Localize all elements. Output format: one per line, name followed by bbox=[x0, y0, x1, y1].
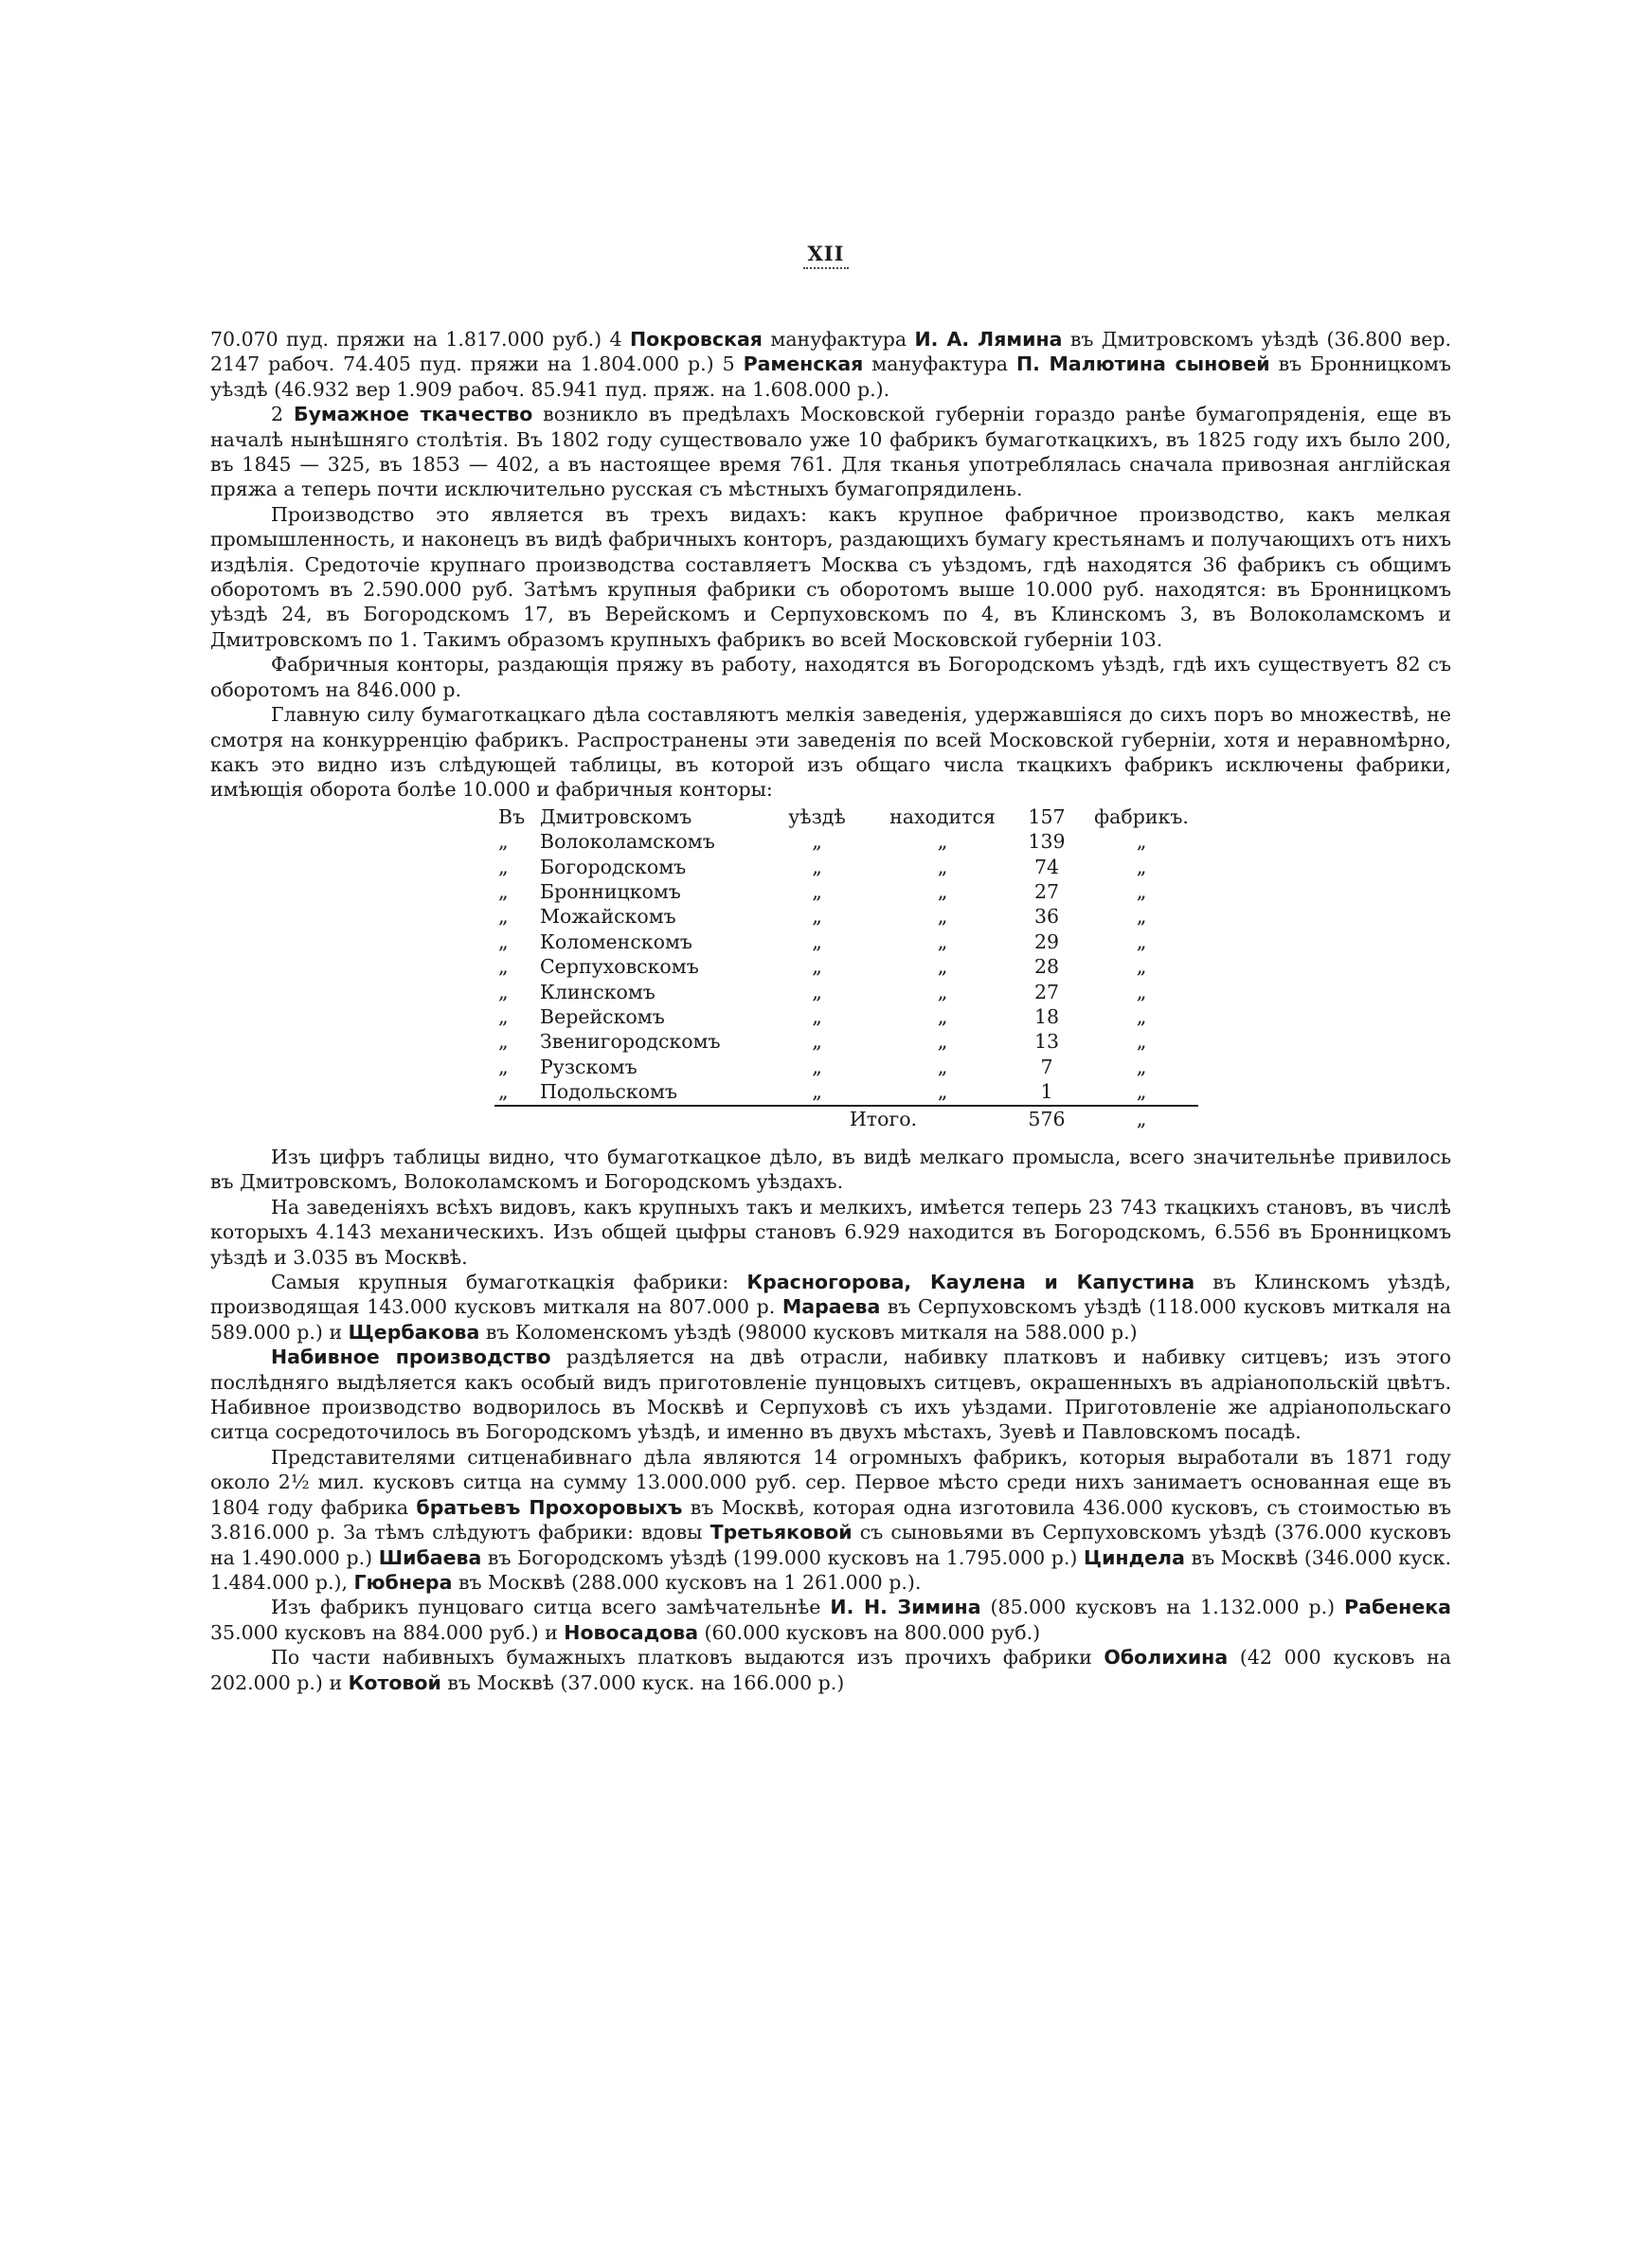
table-row bbox=[494, 1055, 1198, 1079]
paragraphs-before-table bbox=[210, 327, 1451, 803]
ditto-mark: „ bbox=[937, 955, 948, 979]
district-name: Волоколамскомъ bbox=[540, 830, 715, 854]
ditto-mark: „ bbox=[937, 879, 948, 903]
text-run: 70.070 пуд. пряжи на 1.817.000 руб.) 4 bbox=[210, 328, 631, 351]
ditto-mark: „ bbox=[812, 830, 822, 854]
factory-count: 27 bbox=[1033, 879, 1060, 903]
table-row bbox=[494, 980, 1198, 1004]
paragraph-p8 bbox=[210, 1270, 1451, 1345]
ditto-mark: „ bbox=[1136, 980, 1147, 1003]
paragraph-p3 bbox=[210, 502, 1451, 652]
table-row bbox=[494, 954, 1198, 979]
ditto-mark: „ bbox=[937, 1055, 948, 1078]
ditto-mark: „ bbox=[1136, 879, 1147, 903]
ditto-mark: „ bbox=[812, 1004, 822, 1028]
paragraph-p1 bbox=[210, 327, 1451, 402]
text-run: Главную силу бумаготкацкаго дѣла составляютъ мелкія заведенія, удержавшіяся до сихъ поръ во множествѣ, не смотря на конкурренцію фабрикъ. Распространены эти заведенія по всей Московской губерніи, хотя и неравномѣрно, какъ это видно изъ слѣдующей таблицы, въ которой изъ общаго числа ткацкихъ фабрикъ исключены фабрики, имѣющія оборота болѣе 10.000 и фабричныя конторы: bbox=[210, 703, 1451, 802]
district-name: Верейскомъ bbox=[540, 1004, 665, 1028]
text-run: въ Бронницкомъ уѣздѣ (46.932 вер 1.909 рабоч. 85.941 пуд. пряж. на 1.608.000 р.). bbox=[210, 352, 1451, 401]
ditto-mark: „ bbox=[937, 930, 948, 953]
ditto-mark: „ bbox=[498, 955, 509, 979]
district-name: Бронницкомъ bbox=[540, 879, 681, 903]
bold-term: Оболихина bbox=[1104, 1646, 1229, 1670]
text-run: съ сыновьями въ Серпуховскомъ уѣздѣ (376.000 кусковъ на 1.490.000 р.) bbox=[210, 1521, 1451, 1569]
district-name: Звенигородскомъ bbox=[540, 1030, 721, 1054]
paragraph-p5 bbox=[210, 702, 1451, 803]
bold-term: Третьяковой bbox=[709, 1521, 853, 1544]
bold-term: Набивное производство bbox=[271, 1345, 551, 1369]
factory-count: 13 bbox=[1033, 1030, 1060, 1054]
bold-term: Циндела bbox=[1084, 1545, 1185, 1569]
table-row bbox=[494, 1029, 1198, 1054]
page-number-rule bbox=[803, 267, 849, 269]
text-run: мануфактура bbox=[762, 328, 915, 351]
text-run: въ Москвѣ (288.000 кусковъ на 1 261.000 р.). bbox=[452, 1570, 922, 1594]
bold-term: братьевъ Прохоровыхъ bbox=[416, 1495, 683, 1519]
table-row bbox=[494, 1079, 1198, 1105]
ditto-mark: „ bbox=[812, 1030, 822, 1054]
paragraph-p6 bbox=[210, 1145, 1451, 1195]
table-row bbox=[494, 1004, 1198, 1029]
ditto-mark: „ bbox=[1136, 830, 1147, 854]
page-number-text: XII bbox=[807, 242, 845, 265]
paragraph-p10 bbox=[210, 1445, 1451, 1595]
table-row bbox=[494, 904, 1198, 929]
district-name: Подольскомъ bbox=[540, 1080, 677, 1104]
text-run: Фабричныя конторы, раздающія пряжу въ работу, находятся въ Богородскомъ уѣздѣ, гдѣ ихъ существуетъ 82 съ оборотомъ на 846.000 р. bbox=[210, 653, 1451, 701]
district-name: Серпуховскомъ bbox=[540, 955, 699, 979]
factory-count: 74 bbox=[1033, 855, 1060, 878]
ditto-mark: „ bbox=[812, 1080, 822, 1104]
bold-term: Красногорова, Каулена и Капустина bbox=[746, 1271, 1195, 1294]
text-run: Изъ цифръ таблицы видно, что бумаготкацкое дѣло, въ видѣ мелкаго промысла, всего значительнѣе привилось въ Дмитровскомъ, Волоколамскомъ и Богородскомъ уѣздахъ. bbox=[210, 1146, 1451, 1194]
ditto-mark: „ bbox=[1136, 905, 1147, 929]
ditto-mark: „ bbox=[498, 879, 509, 903]
ditto-mark: „ bbox=[498, 905, 509, 929]
ditto-mark: „ bbox=[1085, 1106, 1198, 1131]
header-count: 157 bbox=[1028, 804, 1066, 828]
text-run: въ Клинскомъ уѣздѣ, производящая 143.000 кусковъ миткаля на 807.000 р. bbox=[210, 1271, 1452, 1319]
ditto-mark: „ bbox=[937, 905, 948, 929]
bold-term: Новосадова bbox=[564, 1620, 699, 1644]
text-run: въ Москвѣ (346.000 куск. 1.484.000 р.), bbox=[210, 1545, 1451, 1594]
factory-count: 36 bbox=[1033, 905, 1060, 929]
bold-term: Шибаева bbox=[378, 1545, 482, 1569]
table-header-row bbox=[494, 804, 1198, 829]
district-name: Рузскомъ bbox=[540, 1055, 637, 1078]
ditto-mark: „ bbox=[1136, 930, 1147, 953]
distribution-table bbox=[494, 804, 1198, 1131]
factory-count: 29 bbox=[1033, 930, 1060, 953]
text-run: въ Богородскомъ уѣздѣ (199.000 кусковъ на 1.795.000 р.) bbox=[481, 1545, 1085, 1569]
district-name: Клинскомъ bbox=[540, 980, 655, 1003]
text-run: въ Москвѣ (37.000 куск. на 166.000 р.) bbox=[440, 1670, 845, 1694]
ditto-mark: „ bbox=[1136, 855, 1147, 878]
text-run: 35.000 кусковъ на 884.000 руб.) и bbox=[210, 1620, 565, 1644]
ditto-mark: „ bbox=[498, 930, 509, 953]
factory-count: 18 bbox=[1033, 1004, 1060, 1028]
ditto-mark: „ bbox=[1136, 1030, 1147, 1054]
ditto-mark: „ bbox=[812, 955, 822, 979]
ditto-mark: „ bbox=[1136, 955, 1147, 979]
ditto-mark: „ bbox=[812, 905, 822, 929]
ditto-mark: „ bbox=[1136, 1055, 1147, 1078]
text-run: Самыя крупныя бумаготкацкія фабрики: bbox=[271, 1271, 747, 1294]
text-run: (85.000 кусковъ на 1.132.000 р.) bbox=[980, 1596, 1345, 1619]
page-number bbox=[0, 242, 1652, 269]
district-name: Богородскомъ bbox=[540, 855, 687, 878]
text-run: 2 bbox=[271, 403, 294, 426]
paragraph-p11 bbox=[210, 1595, 1451, 1645]
text-run: въ Коломенскомъ уѣздѣ (98000 кусковъ миткаля на 588.000 р.) bbox=[479, 1320, 1138, 1344]
bold-term: Гюбнера bbox=[353, 1570, 453, 1594]
factory-count: 28 bbox=[1033, 955, 1060, 979]
ditto-mark: „ bbox=[1136, 1080, 1147, 1104]
paragraph-p4 bbox=[210, 652, 1451, 702]
ditto-mark: „ bbox=[498, 830, 509, 854]
header-district: Дмитровскомъ bbox=[540, 804, 692, 828]
header-unit: фабрикъ. bbox=[1094, 804, 1189, 828]
factory-count: 27 bbox=[1033, 980, 1060, 1003]
bold-term: Рабенека bbox=[1344, 1596, 1451, 1619]
text-run: въ Москвѣ, которая одна изготовила 436.000 кусковъ, съ стоимостью въ 3.816.000 р. За тѣмъ слѣдуютъ фабрики: вдовы bbox=[210, 1495, 1451, 1544]
total-value: 576 bbox=[1009, 1106, 1085, 1131]
total-spacer bbox=[494, 1106, 536, 1131]
page-body bbox=[210, 327, 1451, 1695]
text-run: (60.000 кусковъ на 800.000 руб.) bbox=[698, 1620, 1041, 1644]
bold-term: Бумажное ткачество bbox=[293, 403, 533, 426]
ditto-mark: „ bbox=[812, 1055, 822, 1078]
bold-term: И. Н. Зимина bbox=[830, 1596, 981, 1619]
text-run: На заведеніяхъ всѣхъ видовъ, какъ крупныхъ такъ и мелкихъ, имѣется теперь 23 743 ткацкихъ становъ, въ числѣ которыхъ 4.143 механическихъ. Изъ общей цыфры становъ 6.929 находится въ Богородскомъ, 6.556 въ Бронницкомъ уѣздѣ и 3.035 въ Москвѣ. bbox=[210, 1195, 1451, 1269]
bold-term: Котовой bbox=[348, 1670, 441, 1694]
text-run: Представителями ситценабивнаго дѣла являются 14 огромныхъ фабрикъ, которыя выработали въ 1871 году около 2½ мил. кусковъ ситца на сумму 13.000.000 руб. сер. Первое мѣсто среди нихъ занимаетъ основанная еще въ 1804 году фабрика bbox=[210, 1445, 1451, 1519]
ditto-mark: „ bbox=[498, 1080, 509, 1104]
table-total-row bbox=[494, 1106, 1198, 1131]
ditto-mark: „ bbox=[498, 1004, 509, 1028]
factory-count: 139 bbox=[1028, 830, 1066, 854]
district-name: Можайскомъ bbox=[540, 905, 676, 929]
ditto-mark: „ bbox=[937, 1004, 948, 1028]
ditto-mark: „ bbox=[937, 1080, 948, 1104]
ditto-mark: „ bbox=[937, 980, 948, 1003]
paragraph-p9 bbox=[210, 1345, 1451, 1445]
text-run: Производство это является въ трехъ видахъ: какъ крупное фабричное производство, какъ мелкая промышленность, и наконецъ въ видѣ фабричныхъ конторъ, раздающихъ бумагу крестьянамъ и получающихъ отъ нихъ издѣлія. Средоточіе крупнаго производства составляетъ Москва съ уѣздомъ, гдѣ находятся 36 фабрикъ съ общимъ оборотомъ въ 2.590.000 руб. Затѣмъ крупныя фабрики съ оборотомъ выше 10.000 руб. находятся: въ Бронницкомъ уѣздѣ 24, въ Богородскомъ 17, въ Верейскомъ и Серпуховскомъ по 4, въ Клинскомъ 3, въ Волоколамскомъ и Дмитровскомъ по 1. Такимъ образомъ крупныхъ фабрикъ во всей Московской губерніи 103. bbox=[210, 502, 1451, 651]
bold-term: Мараева bbox=[781, 1295, 881, 1319]
ditto-mark: „ bbox=[812, 930, 822, 953]
total-spacer bbox=[536, 1106, 758, 1131]
bold-term: Раменская bbox=[743, 352, 864, 376]
ditto-mark: „ bbox=[812, 980, 822, 1003]
text-run: (42 000 кусковъ на 202.000 р.) и bbox=[210, 1646, 1451, 1694]
table-row bbox=[494, 855, 1198, 879]
ditto-mark: „ bbox=[498, 980, 509, 1003]
table-row bbox=[494, 879, 1198, 904]
ditto-mark: „ bbox=[812, 879, 822, 903]
header-prefix: Въ bbox=[498, 804, 526, 828]
ditto-mark: „ bbox=[1136, 1004, 1147, 1028]
header-nakhod: находится bbox=[889, 804, 996, 828]
text-run: возникло въ предѣлахъ Московской губерніи гораздо ранѣе бумагопряденія, еще въ началѣ нынѣшняго столѣтія. Въ 1802 году существовало уже 10 фабрикъ бумаготкацкихъ, въ 1825 году ихъ было 200, въ 1845 — 325, въ 1853 — 402, а въ настоящее время 761. Для тканья употреблялась сначала привозная англійская пряжа а теперь почти исключительно русская съ мѣстныхъ бумагопрядилень. bbox=[210, 403, 1451, 501]
header-uezd: уѣздѣ bbox=[788, 804, 846, 828]
ditto-mark: „ bbox=[937, 1030, 948, 1054]
text-run: Изъ фабрикъ пунцоваго ситца всего замѣчательнѣе bbox=[271, 1596, 831, 1619]
table-row bbox=[494, 930, 1198, 954]
table-row bbox=[494, 829, 1198, 854]
text-run: въ Серпуховскомъ уѣздѣ (118.000 кусковъ миткаля на 589.000 р.) и bbox=[210, 1295, 1451, 1344]
factory-count: 1 bbox=[1040, 1080, 1053, 1104]
text-run: въ Дмитровскомъ уѣздѣ (36.800 вер. 2147 рабоч. 74.405 пуд. пряжи на 1.804.000 р.) 5 bbox=[210, 328, 1451, 376]
ditto-mark: „ bbox=[498, 1055, 509, 1078]
ditto-mark: „ bbox=[937, 830, 948, 854]
text-run: мануфактура bbox=[863, 352, 1016, 376]
ditto-mark: „ bbox=[498, 855, 509, 878]
ditto-mark: „ bbox=[937, 855, 948, 878]
paragraphs-after-table bbox=[210, 1145, 1451, 1695]
bold-term: И. А. Лямина bbox=[914, 328, 1063, 351]
text-run: По части набивныхъ бумажныхъ платковъ выдаются изъ прочихъ фабрики bbox=[271, 1646, 1104, 1670]
bold-term: Покровская bbox=[630, 328, 763, 351]
total-label: Итого. bbox=[758, 1106, 1009, 1131]
paragraph-p2 bbox=[210, 402, 1451, 502]
ditto-mark: „ bbox=[812, 855, 822, 878]
ditto-mark: „ bbox=[498, 1030, 509, 1054]
distribution-table-wrap bbox=[494, 804, 1451, 1131]
paragraph-p7 bbox=[210, 1195, 1451, 1270]
bold-term: П. Малютина сыновей bbox=[1015, 352, 1270, 376]
district-name: Коломенскомъ bbox=[540, 930, 692, 953]
text-run: раздѣляется на двѣ отрасли, набивку платковъ и набивку ситцевъ; изъ этого послѣдняго выдѣляется какъ особый видъ приготовленіе пунцовыхъ ситцевъ, окрашенныхъ въ адріанопольскій цвѣтъ. Набивное производство водворилось въ Москвѣ и Серпуховѣ съ ихъ уѣздами. Приготовленіе же адріанопольскаго ситца сосредоточилось въ Богородскомъ уѣздѣ, и именно въ двухъ мѣстахъ, Зуевѣ и Павловскомъ посадѣ. bbox=[210, 1345, 1451, 1444]
bold-term: Щербакова bbox=[348, 1320, 480, 1344]
factory-count: 7 bbox=[1040, 1055, 1053, 1078]
paragraph-p12 bbox=[210, 1645, 1451, 1695]
